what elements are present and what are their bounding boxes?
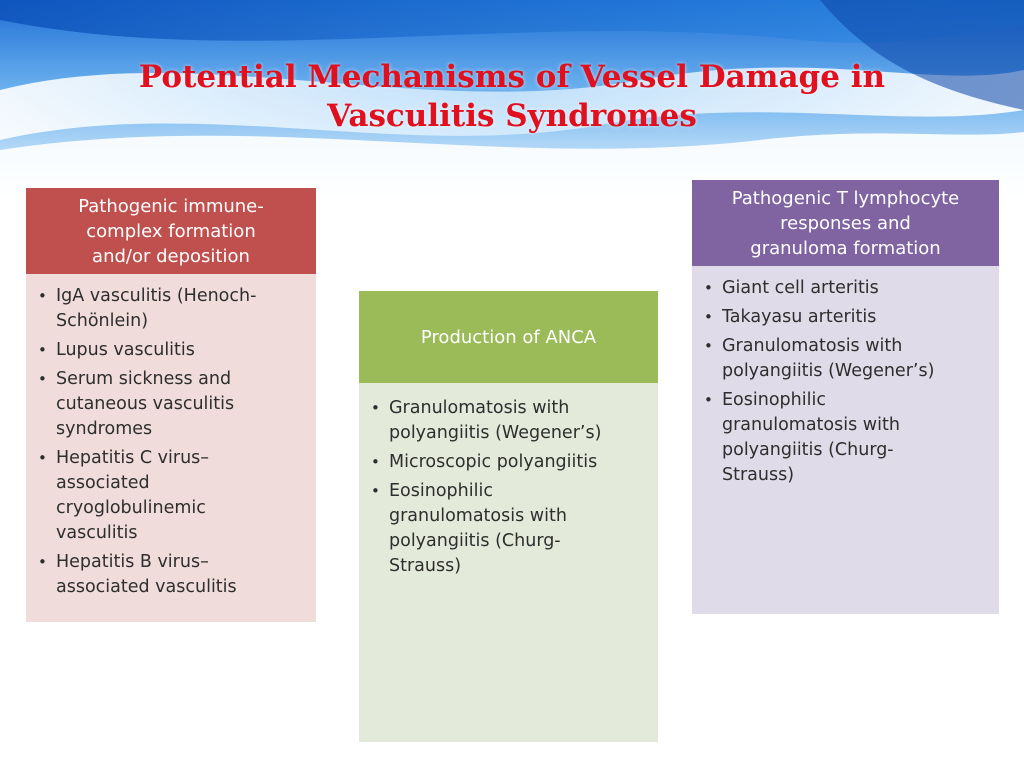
- list-item: [38, 338, 308, 363]
- list-item: [38, 446, 308, 546]
- column-body: [692, 266, 999, 614]
- list-item-line: cutaneous vasculitis: [56, 394, 235, 414]
- column-header-line: and/or deposition: [92, 245, 250, 267]
- list-item-line: polyangiitis (Wegener’s): [722, 361, 935, 381]
- list-item-line: Granulomatosis with: [722, 336, 903, 356]
- bullet-icon: •: [704, 391, 713, 409]
- list-item-line: Giant cell arteritis: [722, 278, 879, 298]
- list-item: [704, 334, 991, 384]
- bullet-icon: •: [704, 308, 713, 326]
- list-item-line: Hepatitis C virus–: [56, 448, 210, 468]
- bullet-icon: •: [371, 482, 380, 500]
- t-lymphocyte-column: [692, 180, 999, 614]
- bullet-icon: •: [38, 341, 47, 359]
- list-item-line: vasculitis: [56, 523, 138, 543]
- list-item: [371, 479, 650, 579]
- bullet-icon: •: [38, 449, 47, 467]
- column-header-line: complex formation: [86, 220, 256, 242]
- list-item-line: Strauss): [389, 556, 462, 576]
- list-item-line: associated vasculitis: [56, 577, 237, 597]
- column-header: [26, 188, 316, 274]
- anca-column: [359, 291, 658, 742]
- bullet-icon: •: [704, 337, 713, 355]
- list-item: [38, 367, 308, 442]
- slide-title-line-2: Vasculitis Syndromes: [327, 98, 697, 134]
- immune-complex-column: [26, 188, 316, 622]
- list-item: [38, 550, 308, 600]
- bullet-icon: •: [38, 287, 47, 305]
- list-item-line: polyangiitis (Churg-: [389, 531, 561, 551]
- list-item-line: associated: [56, 473, 150, 493]
- list-item-line: Granulomatosis with: [389, 398, 570, 418]
- bullet-icon: •: [38, 370, 47, 388]
- list-item-line: Schönlein): [56, 311, 149, 331]
- bullet-icon: •: [38, 553, 47, 571]
- list-item: [371, 450, 650, 475]
- column-header: [359, 291, 658, 383]
- list-item-line: Eosinophilic: [389, 481, 493, 501]
- list-item: [704, 388, 991, 488]
- list-item: [38, 284, 308, 334]
- list-item-line: cryoglobulinemic: [56, 498, 206, 518]
- column-header-line: Pathogenic T lymphocyte: [731, 187, 960, 209]
- list-item-line: granulomatosis with: [389, 506, 567, 526]
- list-item: [704, 276, 991, 301]
- list-item-line: Strauss): [722, 465, 795, 485]
- list-item-line: Lupus vasculitis: [56, 340, 195, 360]
- list-item-line: polyangiitis (Churg-: [722, 440, 894, 460]
- list-item-line: syndromes: [56, 419, 153, 439]
- column-header-line: responses and: [780, 212, 911, 234]
- slide-title-line-1: Potential Mechanisms of Vessel Damage in: [138, 59, 886, 95]
- slide-title: [100, 58, 924, 136]
- list-item: [704, 305, 991, 330]
- list-item-line: Serum sickness and: [56, 369, 232, 389]
- list-item-line: granulomatosis with: [722, 415, 900, 435]
- list-item: [371, 396, 650, 446]
- column-body: [26, 274, 316, 622]
- column-header-line: granuloma formation: [750, 237, 941, 259]
- column-body: [359, 383, 658, 742]
- list-item-line: IgA vasculitis (Henoch-: [56, 286, 257, 306]
- list-item-line: Hepatitis B virus–: [56, 552, 209, 572]
- column-header-line: Production of ANCA: [420, 326, 597, 348]
- column-header-line: Pathogenic immune-: [78, 195, 264, 217]
- bullet-icon: •: [371, 453, 380, 471]
- bullet-icon: •: [371, 399, 380, 417]
- bullet-icon: •: [704, 279, 713, 297]
- list-item-line: polyangiitis (Wegener’s): [389, 423, 602, 443]
- column-header: [692, 180, 999, 266]
- list-item-line: Takayasu arteritis: [722, 307, 877, 327]
- list-item-line: Microscopic polyangiitis: [389, 452, 598, 472]
- list-item-line: Eosinophilic: [722, 390, 826, 410]
